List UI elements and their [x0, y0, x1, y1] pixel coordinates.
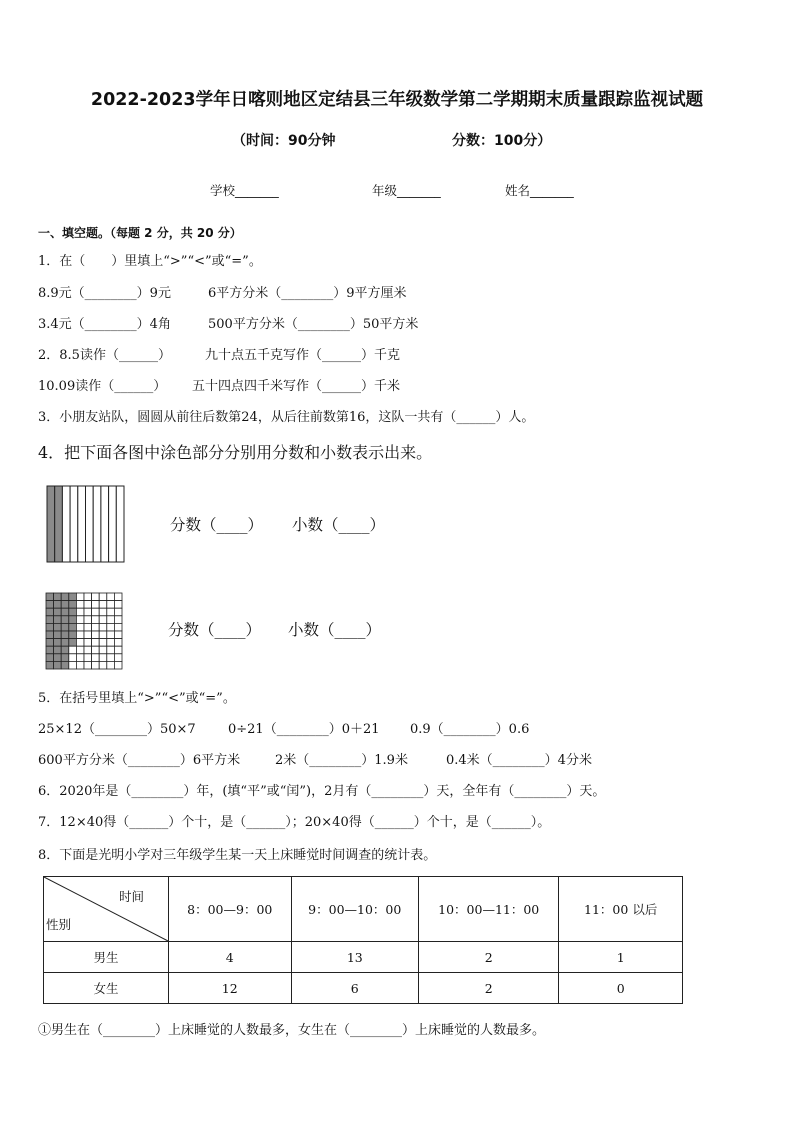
grid-cell	[69, 593, 77, 601]
grid-cell	[76, 646, 84, 654]
grid-cell	[99, 631, 107, 639]
fig2-decimal[interactable]: 小数（____）	[288, 621, 382, 639]
corner-gender-label: 性别	[46, 917, 72, 932]
fig1-decimal[interactable]: 小数（____）	[292, 516, 386, 534]
q8-stem: 8．下面是光明小学对三年级学生某一天上床睡觉时间调查的统计表。	[38, 848, 437, 863]
grid-cell	[76, 623, 84, 631]
grid-cell	[69, 646, 77, 654]
grid-cell	[84, 608, 92, 616]
table-cell: 0	[559, 973, 683, 1004]
grid-cell	[99, 593, 107, 601]
grid-cell	[114, 616, 122, 624]
grid-cell	[76, 631, 84, 639]
grid-cell	[69, 616, 77, 624]
grid-cell	[69, 623, 77, 631]
q7-text[interactable]: 7．12×40得（______）个十，是（______）；20×40得（______）个十，是（______）。	[38, 815, 551, 830]
row-label: 女生	[44, 973, 169, 1004]
grid-cell	[54, 631, 62, 639]
q5-item-2[interactable]: 0÷21（________）0＋21	[228, 722, 380, 737]
grid-cell	[61, 654, 69, 662]
grid-cell	[107, 631, 115, 639]
page-title: 2022-2023学年日喀则地区定结县三年级数学第二学期期末质量跟踪监视试题	[90, 90, 704, 110]
grid-cell	[61, 639, 69, 647]
q2-item-1[interactable]: 2．8.5读作（______）	[38, 348, 171, 363]
section-heading: 一、填空题。（每题 2 分，共 20 分）	[38, 226, 242, 240]
grid-cell	[114, 661, 122, 669]
stripe-cell	[86, 486, 94, 562]
fig1-stripes	[46, 485, 126, 563]
grid-cell	[46, 639, 54, 647]
name-field[interactable]: 姓名_______	[505, 183, 574, 198]
grid-cell	[76, 639, 84, 647]
grid-cell	[76, 654, 84, 662]
grid-cell	[69, 631, 77, 639]
table-cell: 13	[291, 942, 419, 973]
school-field[interactable]: 学校_______	[210, 183, 279, 198]
stripe-cell	[109, 486, 117, 562]
grid-cell	[114, 593, 122, 601]
exam-score: 分数：100分）	[452, 133, 552, 149]
grid-cell	[46, 623, 54, 631]
grid-cell	[114, 654, 122, 662]
grid-cell	[92, 623, 100, 631]
grid-cell	[46, 601, 54, 609]
grid-cell	[61, 661, 69, 669]
grid-cell	[99, 608, 107, 616]
q5-stem: 5．在括号里填上“>”“<”或“=”。	[38, 691, 236, 706]
q5-item-1[interactable]: 25×12（________）50×7	[38, 722, 196, 737]
q6-text[interactable]: 6．2020年是（________）年，(填“平”或“闰”)，2月有（________）天，全年有（________）天。	[38, 784, 606, 799]
fig2-grid	[45, 592, 123, 670]
grid-cell	[114, 646, 122, 654]
fig1-fraction[interactable]: 分数（____）	[170, 516, 264, 534]
table-cell: 2	[419, 942, 559, 973]
grid-cell	[54, 646, 62, 654]
grid-cell	[54, 608, 62, 616]
q5-item-3[interactable]: 0.9（________）0.6	[410, 722, 530, 737]
grid-cell	[84, 654, 92, 662]
table-cell: 6	[291, 973, 419, 1004]
grid-cell	[76, 601, 84, 609]
grid-cell	[92, 608, 100, 616]
grid-cell	[92, 601, 100, 609]
row-label: 男生	[44, 942, 169, 973]
stripe-cell	[47, 486, 55, 562]
q5-item-6[interactable]: 0.4米（________）4分米	[446, 753, 592, 768]
grid-cell	[107, 601, 115, 609]
grid-cell	[99, 639, 107, 647]
stripe-cell	[116, 486, 124, 562]
grid-cell	[76, 608, 84, 616]
corner-time-label: 时间	[118, 889, 144, 904]
grid-cell	[92, 639, 100, 647]
grid-cell	[84, 646, 92, 654]
grid-cell	[114, 608, 122, 616]
grid-cell	[46, 593, 54, 601]
grid-cell	[84, 616, 92, 624]
grid-cell	[107, 608, 115, 616]
grid-cell	[61, 646, 69, 654]
grid-cell	[76, 593, 84, 601]
grid-cell	[54, 593, 62, 601]
q5-item-4[interactable]: 600平方分米（________）6平方米	[38, 753, 241, 768]
q1-item-3[interactable]: 3.4元（________）4角	[38, 317, 171, 332]
grid-cell	[107, 661, 115, 669]
grid-cell	[61, 601, 69, 609]
grid-cell	[114, 639, 122, 647]
grid-cell	[99, 661, 107, 669]
grid-cell	[61, 616, 69, 624]
grid-cell	[69, 608, 77, 616]
grid-cell	[84, 631, 92, 639]
grid-cell	[107, 639, 115, 647]
grid-cell	[54, 623, 62, 631]
grid-cell	[92, 661, 100, 669]
grid-cell	[92, 631, 100, 639]
grid-cell	[84, 601, 92, 609]
q1-item-4[interactable]: 500平方分米（________）50平方米	[208, 317, 419, 332]
stripe-cell	[70, 486, 78, 562]
q1-item-1[interactable]: 8.9元（________）9元	[38, 286, 171, 301]
grid-cell	[61, 631, 69, 639]
grid-cell	[46, 654, 54, 662]
table-header-cell: 11：00 以后	[559, 877, 683, 942]
grid-cell	[54, 654, 62, 662]
grid-cell	[107, 623, 115, 631]
q1-stem: 1．在（ ）里填上“>”“<”或“=”。	[38, 254, 262, 269]
table-row	[44, 942, 683, 973]
table-corner-cell	[44, 877, 169, 942]
q5-item-5[interactable]: 2米（________）1.9米	[275, 753, 408, 768]
grid-cell	[107, 654, 115, 662]
grid-cell	[54, 661, 62, 669]
grid-cell	[46, 631, 54, 639]
grid-cell	[99, 601, 107, 609]
stripe-cell	[93, 486, 101, 562]
table-header-cell: 8：00—9：00	[169, 877, 292, 942]
grid-cell	[92, 593, 100, 601]
grid-cell	[84, 639, 92, 647]
grid-cell	[54, 616, 62, 624]
grid-cell	[84, 661, 92, 669]
grid-cell	[92, 654, 100, 662]
fig2-fraction[interactable]: 分数（____）	[168, 621, 262, 639]
table-cell: 1	[559, 942, 683, 973]
grid-cell	[92, 616, 100, 624]
grade-field[interactable]: 年级_______	[372, 183, 441, 198]
grid-cell	[61, 608, 69, 616]
grid-cell	[99, 616, 107, 624]
grid-cell	[114, 623, 122, 631]
grid-cell	[61, 623, 69, 631]
q2-item-3[interactable]: 10.09读作（______）	[38, 379, 167, 394]
grid-cell	[54, 639, 62, 647]
grid-cell	[61, 593, 69, 601]
stripe-cell	[55, 486, 63, 562]
grid-cell	[69, 639, 77, 647]
sleep-time-table	[43, 876, 683, 1004]
q2-item-2[interactable]: 九十点五千克写作（______）千克	[205, 348, 401, 363]
grid-cell	[76, 616, 84, 624]
grid-cell	[46, 661, 54, 669]
grid-cell	[99, 623, 107, 631]
table-cell: 4	[169, 942, 292, 973]
table-cell: 12	[169, 973, 292, 1004]
table-cell: 2	[419, 973, 559, 1004]
grid-cell	[114, 601, 122, 609]
q3-text[interactable]: 3．小朋友站队，圆圆从前往后数第24，从后往前数第16，这队一共有（______）人。	[38, 410, 535, 425]
grid-cell	[46, 646, 54, 654]
grid-cell	[46, 616, 54, 624]
grid-cell	[107, 616, 115, 624]
grid-cell	[114, 631, 122, 639]
grid-cell	[69, 661, 77, 669]
stripe-cell	[78, 486, 86, 562]
table-header-cell: 9：00—10：00	[291, 877, 419, 942]
grid-cell	[84, 593, 92, 601]
grid-cell	[92, 646, 100, 654]
grid-cell	[99, 654, 107, 662]
q2-item-4[interactable]: 五十四点四千米写作（______）千米	[192, 379, 401, 394]
grid-cell	[69, 654, 77, 662]
grid-cell	[69, 601, 77, 609]
stripe-cell	[101, 486, 109, 562]
q1-item-2[interactable]: 6平方分米（________）9平方厘米	[208, 286, 407, 301]
grid-cell	[107, 646, 115, 654]
q8-sub1[interactable]: ①男生在（________）上床睡觉的人数最多，女生在（________）上床睡觉的人数最多。	[38, 1023, 546, 1038]
grid-cell	[76, 661, 84, 669]
table-header-cell: 10：00—11：00	[419, 877, 559, 942]
stripe-cell	[62, 486, 70, 562]
exam-time: （时间：90分钟	[232, 133, 336, 149]
q4-stem: 4．把下面各图中涂色部分分别用分数和小数表示出来。	[38, 443, 433, 462]
grid-cell	[46, 608, 54, 616]
table-row	[44, 973, 683, 1004]
grid-cell	[99, 646, 107, 654]
grid-cell	[84, 623, 92, 631]
grid-cell	[54, 601, 62, 609]
grid-cell	[107, 593, 115, 601]
